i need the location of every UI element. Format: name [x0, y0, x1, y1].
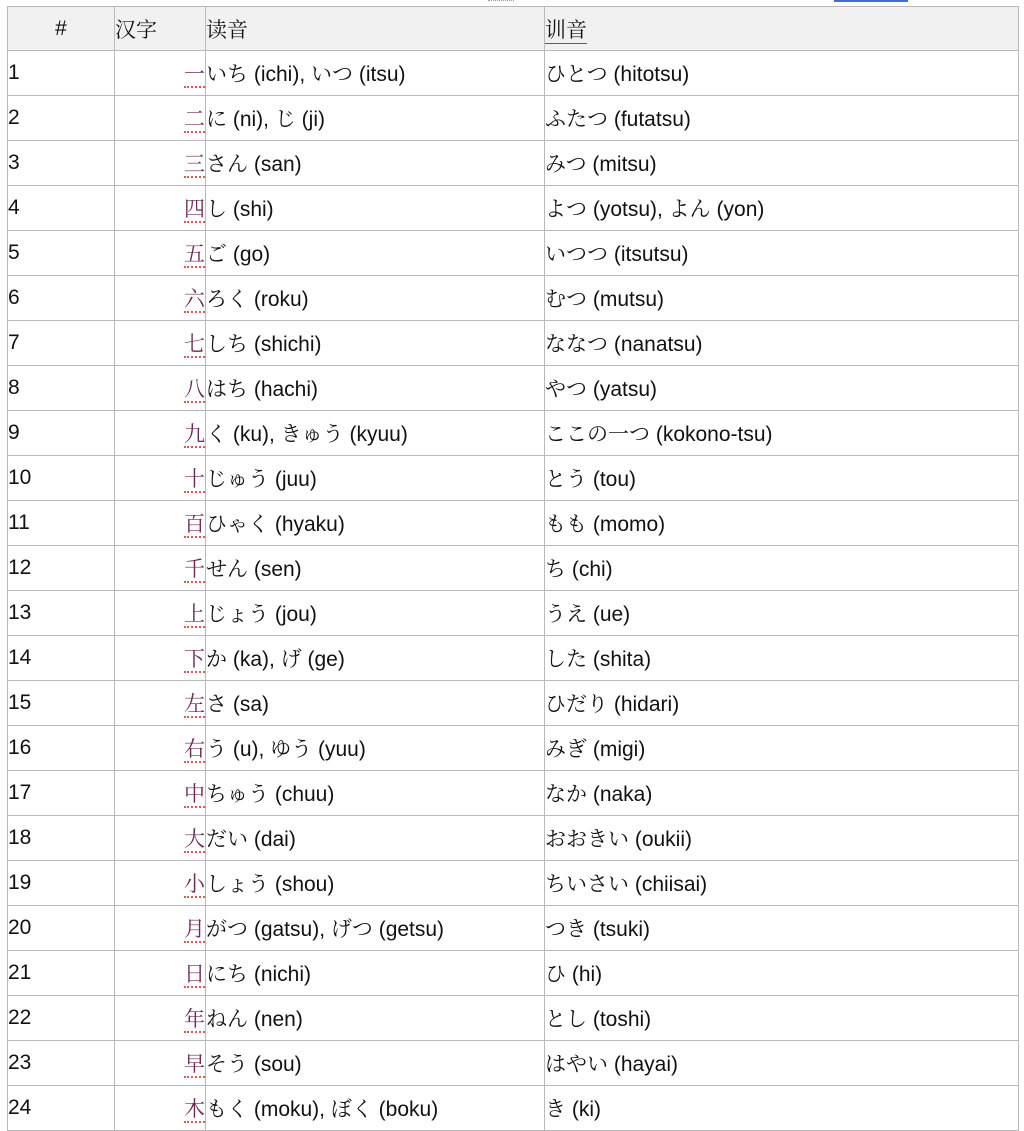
row-number: 24 [8, 1086, 115, 1131]
on-reading-cell: じゅう (juu) [206, 456, 545, 501]
kanji-cell [115, 366, 206, 411]
header-on-reading: 读音 [206, 7, 545, 51]
table-row [8, 816, 1019, 861]
table-row [8, 51, 1019, 96]
kanji-char: 左 [184, 692, 205, 716]
table-row [8, 276, 1019, 321]
row-number: 8 [8, 366, 115, 411]
kun-reading-cell: とう (tou) [545, 456, 1019, 501]
table-row [8, 861, 1019, 906]
on-reading-cell: さん (san) [206, 141, 545, 186]
on-reading-cell: がつ (gatsu), げつ (getsu) [206, 906, 545, 951]
kanji-char: 日 [184, 962, 205, 986]
row-number: 2 [8, 96, 115, 141]
on-reading-cell: せん (sen) [206, 546, 545, 591]
table-header [8, 7, 1019, 51]
row-number: 21 [8, 951, 115, 996]
on-reading-cell: もく (moku), ぼく (boku) [206, 1086, 545, 1131]
on-reading-cell: ろく (roku) [206, 276, 545, 321]
kanji-cell [115, 771, 206, 816]
kanji-char: 八 [184, 377, 205, 401]
on-reading-cell: に (ni), じ (ji) [206, 96, 545, 141]
kanji-table [7, 6, 1019, 1131]
table-row [8, 186, 1019, 231]
dotted-mark [488, 0, 514, 2]
kanji-cell [115, 636, 206, 681]
kanji-char: 一 [184, 62, 205, 86]
table-row [8, 681, 1019, 726]
row-number: 4 [8, 186, 115, 231]
kanji-cell [115, 861, 206, 906]
kun-reading-cell: みぎ (migi) [545, 726, 1019, 771]
on-reading-cell: ねん (nen) [206, 996, 545, 1041]
on-reading-cell: にち (nichi) [206, 951, 545, 996]
header-number: # [8, 7, 115, 51]
kanji-cell [115, 546, 206, 591]
kanji-cell [115, 51, 206, 96]
kanji-char: 中 [184, 782, 205, 806]
table-row [8, 771, 1019, 816]
on-reading-cell: く (ku), きゅう (kyuu) [206, 411, 545, 456]
on-reading-cell: だい (dai) [206, 816, 545, 861]
kun-reading-cell: した (shita) [545, 636, 1019, 681]
kanji-cell [115, 276, 206, 321]
kanji-cell [115, 231, 206, 276]
kanji-cell [115, 726, 206, 771]
kun-reading-cell: はやい (hayai) [545, 1041, 1019, 1086]
kanji-cell [115, 1041, 206, 1086]
on-reading-cell: う (u), ゆう (yuu) [206, 726, 545, 771]
row-number: 18 [8, 816, 115, 861]
kun-reading-cell: き (ki) [545, 1086, 1019, 1131]
kanji-char: 下 [184, 647, 205, 671]
table-row [8, 321, 1019, 366]
kanji-char: 七 [184, 332, 205, 356]
kun-reading-cell: ななつ (nanatsu) [545, 321, 1019, 366]
table-row [8, 456, 1019, 501]
row-number: 12 [8, 546, 115, 591]
on-reading-cell: ご (go) [206, 231, 545, 276]
kanji-cell [115, 141, 206, 186]
table-row [8, 96, 1019, 141]
row-number: 11 [8, 501, 115, 546]
header-row [8, 7, 1019, 51]
table-row [8, 141, 1019, 186]
row-number: 16 [8, 726, 115, 771]
table-row [8, 366, 1019, 411]
on-reading-cell: そう (sou) [206, 1041, 545, 1086]
kun-reading-cell: ひとつ (hitotsu) [545, 51, 1019, 96]
kun-reading-cell: おおきい (oukii) [545, 816, 1019, 861]
row-number: 14 [8, 636, 115, 681]
kanji-char: 木 [184, 1097, 205, 1121]
kanji-char: 三 [184, 152, 205, 176]
table-row [8, 591, 1019, 636]
table-row [8, 996, 1019, 1041]
kanji-char: 小 [184, 872, 205, 896]
row-number: 23 [8, 1041, 115, 1086]
table-row [8, 726, 1019, 771]
kanji-cell [115, 501, 206, 546]
kun-reading-cell: ふたつ (futatsu) [545, 96, 1019, 141]
on-reading-cell: しち (shichi) [206, 321, 545, 366]
row-number: 10 [8, 456, 115, 501]
kanji-cell [115, 96, 206, 141]
row-number: 5 [8, 231, 115, 276]
kanji-cell [115, 996, 206, 1041]
kanji-char: 右 [184, 737, 205, 761]
kanji-cell [115, 906, 206, 951]
kanji-cell [115, 411, 206, 456]
header-kun-reading [545, 7, 1019, 51]
table-row [8, 546, 1019, 591]
header-kun-label: 训音 [545, 18, 587, 42]
kun-reading-cell: ひ (hi) [545, 951, 1019, 996]
table-row [8, 501, 1019, 546]
kun-reading-cell: つき (tsuki) [545, 906, 1019, 951]
kun-reading-cell: ひだり (hidari) [545, 681, 1019, 726]
kanji-char: 二 [184, 107, 205, 131]
on-reading-cell: し (shi) [206, 186, 545, 231]
kanji-cell [115, 456, 206, 501]
kun-reading-cell: もも (momo) [545, 501, 1019, 546]
kanji-char: 上 [184, 602, 205, 626]
on-reading-cell: じょう (jou) [206, 591, 545, 636]
kanji-char: 四 [184, 197, 205, 221]
kanji-char: 百 [184, 512, 205, 536]
table-row [8, 1041, 1019, 1086]
table-row [8, 906, 1019, 951]
kanji-cell [115, 1086, 206, 1131]
row-number: 20 [8, 906, 115, 951]
kanji-cell [115, 186, 206, 231]
on-reading-cell: しょう (shou) [206, 861, 545, 906]
kanji-cell [115, 321, 206, 366]
header-kanji: 汉字 [115, 7, 206, 51]
kun-reading-cell: ちいさい (chiisai) [545, 861, 1019, 906]
kun-reading-cell: やつ (yatsu) [545, 366, 1019, 411]
kanji-char: 年 [184, 1007, 205, 1031]
kun-reading-cell: とし (toshi) [545, 996, 1019, 1041]
row-number: 22 [8, 996, 115, 1041]
on-reading-cell: ひゃく (hyaku) [206, 501, 545, 546]
table-row [8, 231, 1019, 276]
row-number: 9 [8, 411, 115, 456]
row-number: 15 [8, 681, 115, 726]
kanji-char: 六 [184, 287, 205, 311]
on-reading-cell: ちゅう (chuu) [206, 771, 545, 816]
kanji-char: 千 [184, 557, 205, 581]
kun-reading-cell: うえ (ue) [545, 591, 1019, 636]
kun-reading-cell: ち (chi) [545, 546, 1019, 591]
kanji-char: 大 [184, 827, 205, 851]
row-number: 13 [8, 591, 115, 636]
kun-reading-cell: よつ (yotsu), よん (yon) [545, 186, 1019, 231]
on-reading-cell: さ (sa) [206, 681, 545, 726]
table-body [8, 51, 1019, 1131]
kanji-char: 早 [184, 1052, 205, 1076]
kun-reading-cell: なか (naka) [545, 771, 1019, 816]
on-reading-cell: いち (ichi), いつ (itsu) [206, 51, 545, 96]
row-number: 17 [8, 771, 115, 816]
row-number: 3 [8, 141, 115, 186]
kanji-cell [115, 816, 206, 861]
row-number: 1 [8, 51, 115, 96]
kanji-cell [115, 681, 206, 726]
kanji-char: 十 [184, 467, 205, 491]
kanji-cell [115, 591, 206, 636]
kanji-char: 月 [184, 917, 205, 941]
blue-underline-mark [834, 0, 908, 2]
table-row [8, 636, 1019, 681]
table-row [8, 1086, 1019, 1131]
kanji-char: 九 [184, 422, 205, 446]
row-number: 6 [8, 276, 115, 321]
row-number: 19 [8, 861, 115, 906]
table-row [8, 411, 1019, 456]
kanji-cell [115, 951, 206, 996]
on-reading-cell: か (ka), げ (ge) [206, 636, 545, 681]
kun-reading-cell: みつ (mitsu) [545, 141, 1019, 186]
kanji-char: 五 [184, 242, 205, 266]
on-reading-cell: はち (hachi) [206, 366, 545, 411]
table-row [8, 951, 1019, 996]
kun-reading-cell: むつ (mutsu) [545, 276, 1019, 321]
kun-reading-cell: いつつ (itsutsu) [545, 231, 1019, 276]
row-number: 7 [8, 321, 115, 366]
kun-reading-cell: ここの一つ (kokono-tsu) [545, 411, 1019, 456]
